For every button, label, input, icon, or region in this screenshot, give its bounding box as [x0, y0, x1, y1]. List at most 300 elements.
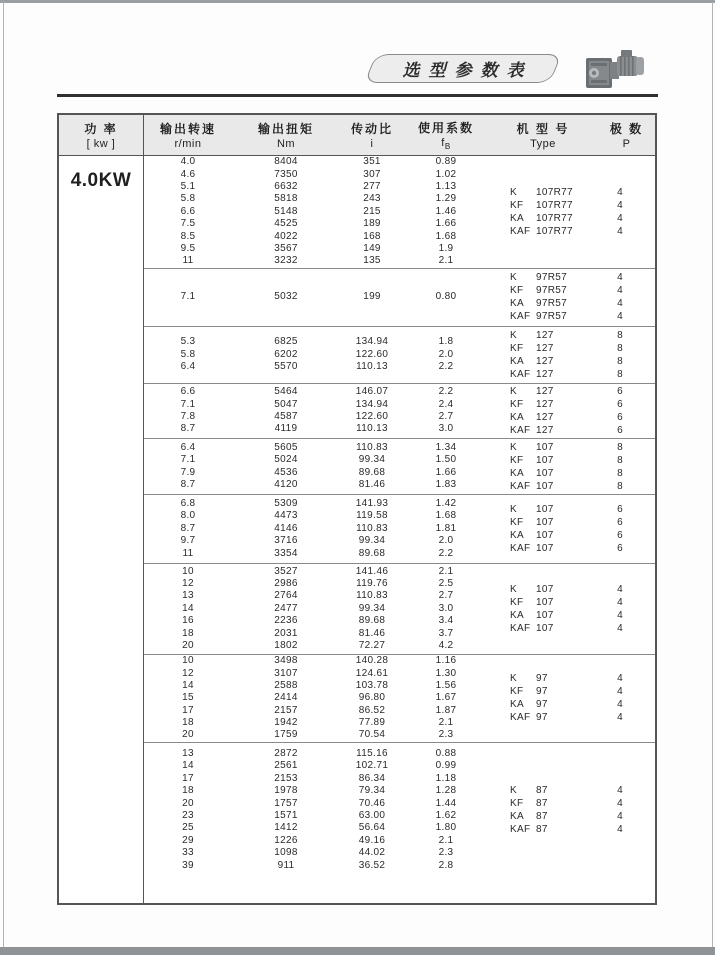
- ratio-value: 351: [363, 156, 381, 168]
- ratio-value: 72.27: [358, 639, 386, 651]
- speed-value: 8.0: [180, 510, 196, 522]
- type-row: [510, 467, 645, 480]
- factor-value: 1.30: [435, 667, 457, 679]
- factor-value: 1.9: [438, 242, 454, 254]
- factor-value: 2.2: [438, 361, 454, 373]
- type-list: [510, 583, 645, 635]
- ratio-value: 124.61: [355, 667, 389, 679]
- data-row: [144, 847, 655, 859]
- ratio-value: 243: [363, 193, 381, 205]
- column-header-output-speed: 输出转速 r/min: [159, 122, 216, 150]
- speed-value: 7.1: [180, 398, 196, 410]
- header-rule: [57, 94, 658, 97]
- type-name: KF 107R77: [510, 199, 573, 211]
- ratio-value: 110.83: [356, 590, 388, 602]
- selection-parameter-table: [57, 113, 657, 905]
- speed-value: 6.4: [180, 361, 196, 373]
- speed-value: 8.7: [180, 522, 196, 534]
- type-row: [510, 368, 645, 381]
- torque-value: 4525: [274, 218, 298, 230]
- type-row: [510, 355, 645, 368]
- factor-value: 2.1: [438, 565, 454, 577]
- poles-value: 8: [617, 454, 623, 466]
- factor-value: 0.80: [435, 291, 457, 303]
- poles-value: 4: [617, 212, 623, 224]
- factor-value: 1.42: [435, 498, 457, 510]
- row-group-values: [144, 498, 655, 560]
- factor-value: 1.8: [438, 336, 454, 348]
- type-name: KA 127: [510, 412, 554, 423]
- speed-value: 6.8: [180, 498, 196, 510]
- poles-value: 8: [617, 368, 623, 380]
- speed-value: 17: [182, 772, 194, 784]
- torque-value: 5148: [274, 205, 298, 217]
- speed-value: 7.8: [180, 411, 196, 422]
- torque-value: 5818: [274, 193, 298, 205]
- column-header-type: 机 型 号 Type: [516, 122, 570, 150]
- torque-value: 6632: [274, 181, 298, 193]
- factor-value: 2.4: [438, 398, 454, 410]
- type-list: [510, 385, 645, 437]
- data-row: [144, 748, 655, 760]
- ratio-value: 140.28: [355, 655, 389, 667]
- row-group: [144, 494, 655, 563]
- factor-value: 1.66: [435, 218, 457, 230]
- row-group-values: [144, 329, 655, 380]
- speed-value: 7.9: [180, 466, 196, 478]
- ratio-value: 134.94: [355, 398, 389, 410]
- factor-value: 1.80: [435, 822, 457, 834]
- torque-value: 2588: [274, 679, 298, 691]
- factor-value: 1.34: [435, 441, 457, 453]
- type-row: [510, 212, 645, 225]
- torque-value: 2157: [274, 704, 298, 716]
- poles-value: 4: [617, 673, 623, 685]
- type-row: [510, 385, 645, 398]
- power-cell: 4.0KW: [59, 156, 144, 903]
- type-list: [510, 503, 645, 555]
- type-name: KF 107: [510, 596, 554, 608]
- type-row: [510, 284, 645, 297]
- torque-value: 7350: [274, 168, 298, 180]
- type-row: [510, 583, 645, 596]
- column-header-service-factor: 使用系数 $f_B$: [417, 120, 474, 152]
- ratio-value: 134.94: [355, 336, 389, 348]
- torque-value: 5309: [274, 498, 298, 510]
- speed-value: 25: [182, 822, 194, 834]
- torque-value: 3107: [274, 667, 298, 679]
- type-row: [510, 186, 645, 199]
- poles-value: 4: [617, 810, 623, 822]
- type-name: KAF 97R57: [510, 311, 567, 323]
- factor-value: 2.2: [438, 547, 454, 559]
- type-row: [510, 271, 645, 284]
- type-name: KA 107: [510, 529, 554, 541]
- type-name: K 107: [510, 441, 554, 453]
- type-name: KF 97: [510, 686, 548, 698]
- type-name: K 97R57: [510, 272, 567, 284]
- type-name: K 127: [510, 386, 554, 397]
- ratio-value: 103.78: [355, 679, 389, 691]
- type-row: [510, 503, 645, 516]
- row-group: [144, 383, 655, 438]
- torque-value: 5047: [274, 398, 298, 410]
- page-bottom-edge: [0, 947, 715, 955]
- ratio-value: 89.68: [358, 466, 386, 478]
- ratio-value: 141.46: [355, 565, 389, 577]
- type-row: [510, 797, 645, 810]
- type-row: [510, 784, 645, 797]
- torque-value: 4120: [274, 478, 298, 490]
- page-title-ribbon: [364, 54, 562, 83]
- table-body: [59, 156, 655, 903]
- row-group-values: [144, 442, 655, 492]
- factor-value: 4.2: [438, 639, 454, 651]
- row-group: [144, 563, 655, 654]
- torque-value: 5032: [274, 291, 298, 303]
- poles-value: 6: [617, 529, 623, 541]
- column-header-output-torque: 输出扭矩 Nm: [257, 122, 314, 150]
- poles-value: 4: [617, 784, 623, 796]
- speed-value: 10: [182, 565, 194, 577]
- row-group-values: [144, 156, 655, 268]
- column-header-ratio: 传动比 i: [350, 122, 393, 150]
- type-name: KAF 127: [510, 368, 554, 380]
- data-row: [144, 655, 655, 667]
- factor-value: 1.83: [435, 478, 457, 490]
- poles-value: 6: [617, 386, 623, 397]
- speed-value: 9.5: [180, 242, 196, 254]
- type-name: KF 87: [510, 797, 548, 809]
- speed-value: 7.5: [180, 218, 196, 230]
- speed-value: 7.1: [180, 454, 196, 466]
- speed-value: 20: [182, 797, 194, 809]
- speed-value: 39: [182, 859, 194, 871]
- poles-value: 8: [617, 355, 623, 367]
- type-list: [510, 672, 645, 724]
- poles-value: 4: [617, 797, 623, 809]
- factor-value: 1.02: [435, 168, 457, 180]
- ratio-value: 81.46: [358, 627, 386, 639]
- type-row: [510, 480, 645, 493]
- factor-value: 2.1: [438, 255, 454, 267]
- factor-value: 2.3: [438, 847, 454, 859]
- row-group-values: [144, 386, 655, 436]
- factor-value: 2.8: [438, 859, 454, 871]
- ratio-value: 79.34: [358, 785, 386, 797]
- type-name: KA 97: [510, 699, 548, 711]
- factor-value: 1.18: [435, 772, 457, 784]
- type-name: K 107: [510, 503, 554, 515]
- factor-value: 1.67: [435, 692, 457, 704]
- ratio-value: 96.80: [358, 692, 386, 704]
- factor-value: 2.5: [438, 578, 454, 590]
- type-row: [510, 310, 645, 323]
- factor-value: 1.44: [435, 797, 457, 809]
- speed-value: 4.6: [180, 168, 196, 180]
- torque-value: 3354: [274, 547, 298, 559]
- poles-value: 4: [617, 583, 623, 595]
- factor-value: 1.29: [435, 193, 457, 205]
- type-name: KAF 127: [510, 425, 554, 436]
- data-row: [144, 640, 655, 652]
- speed-value: 12: [182, 667, 194, 679]
- torque-value: 1571: [274, 809, 298, 821]
- factor-value: 1.66: [435, 466, 457, 478]
- torque-value: 1226: [274, 834, 298, 846]
- poles-value: 6: [617, 542, 623, 554]
- poles-value: 8: [617, 441, 623, 453]
- ratio-value: 56.64: [358, 822, 386, 834]
- torque-value: 4473: [274, 510, 298, 522]
- type-list: [510, 186, 645, 238]
- data-row: [144, 169, 655, 181]
- poles-value: 8: [617, 342, 623, 354]
- torque-value: 2872: [274, 748, 298, 759]
- ratio-value: 119.58: [356, 510, 388, 522]
- factor-value: 2.1: [438, 717, 454, 729]
- speed-value: 4.0: [180, 156, 196, 168]
- speed-value: 13: [182, 748, 194, 759]
- torque-value: 2031: [274, 627, 298, 639]
- torque-value: 5024: [274, 454, 298, 466]
- torque-value: 4146: [274, 522, 298, 534]
- poles-value: 6: [617, 503, 623, 515]
- speed-value: 6.6: [180, 205, 196, 217]
- factor-value: 3.4: [438, 615, 454, 627]
- ratio-value: 86.34: [358, 772, 386, 784]
- torque-value: 3527: [274, 565, 298, 577]
- type-row: [510, 424, 645, 437]
- data-row: [144, 860, 655, 872]
- speed-value: 6.4: [180, 441, 196, 453]
- factor-value: 1.68: [435, 510, 457, 522]
- poles-value: 6: [617, 425, 623, 436]
- speed-value: 8.7: [180, 423, 196, 435]
- torque-value: 4022: [274, 230, 298, 242]
- factor-value: 1.81: [435, 522, 457, 534]
- ratio-value: 49.16: [358, 834, 386, 846]
- ratio-value: 89.68: [358, 547, 386, 559]
- type-row: [510, 529, 645, 542]
- ratio-value: 122.60: [355, 411, 389, 422]
- factor-value: 1.62: [435, 809, 457, 821]
- data-row: [144, 566, 655, 578]
- factor-value: 1.28: [435, 785, 457, 797]
- factor-value: 2.0: [438, 535, 454, 547]
- type-name: K 107: [510, 583, 554, 595]
- ratio-value: 110.83: [356, 441, 388, 453]
- type-row: [510, 342, 645, 355]
- speed-value: 12: [182, 578, 194, 590]
- row-group: [144, 268, 655, 326]
- torque-value: 8404: [274, 156, 298, 168]
- type-row: [510, 225, 645, 238]
- factor-value: 1.50: [435, 454, 457, 466]
- torque-value: 3716: [274, 535, 298, 547]
- type-row: [510, 698, 645, 711]
- type-row: [510, 542, 645, 555]
- torque-value: 1802: [274, 639, 298, 651]
- poles-value: 8: [617, 480, 623, 492]
- speed-value: 5.8: [180, 348, 196, 360]
- factor-value: 0.89: [435, 156, 457, 168]
- factor-value: 2.7: [438, 590, 454, 602]
- type-name: KA 107: [510, 467, 554, 479]
- column-header-power: 功 率 [ kw ]: [59, 115, 144, 155]
- torque-value: 5464: [274, 386, 298, 398]
- type-row: [510, 672, 645, 685]
- row-group: [144, 742, 655, 903]
- torque-value: 2561: [274, 760, 298, 772]
- type-name: KA 127: [510, 355, 554, 367]
- row-group-values: [144, 566, 655, 653]
- page-title: 选型参数表: [402, 61, 533, 80]
- torque-value: 3567: [274, 242, 298, 254]
- speed-value: 18: [182, 785, 194, 797]
- poles-value: 4: [617, 686, 623, 698]
- speed-value: 16: [182, 615, 194, 627]
- ratio-value: 110.13: [356, 361, 388, 373]
- ratio-value: 149: [363, 242, 381, 254]
- torque-value: 3498: [274, 655, 298, 667]
- type-row: [510, 810, 645, 823]
- torque-value: 5570: [274, 361, 298, 373]
- type-row: [510, 596, 645, 609]
- ratio-value: 146.07: [355, 386, 389, 398]
- speed-value: 14: [182, 679, 194, 691]
- ratio-value: 115.16: [356, 748, 388, 759]
- speed-value: 7.1: [180, 291, 196, 303]
- type-name: K 107R77: [510, 186, 573, 198]
- type-name: KF 127: [510, 399, 554, 410]
- type-row: [510, 516, 645, 529]
- type-row: [510, 411, 645, 424]
- poles-value: 4: [617, 609, 623, 621]
- factor-value: 1.16: [435, 655, 457, 667]
- ratio-value: 77.89: [358, 717, 386, 729]
- ratio-value: 110.83: [356, 522, 388, 534]
- factor-value: 3.0: [438, 423, 454, 435]
- torque-value: 2153: [274, 772, 298, 784]
- type-name: KAF 107R77: [510, 225, 573, 237]
- speed-value: 8.7: [180, 478, 196, 490]
- page-left-border: [3, 2, 4, 948]
- speed-value: 11: [182, 255, 194, 267]
- factor-value: 2.0: [438, 348, 454, 360]
- type-row: [510, 609, 645, 622]
- ratio-value: 277: [363, 181, 381, 193]
- type-name: K 97: [510, 673, 548, 685]
- poles-value: 6: [617, 516, 623, 528]
- torque-value: 6202: [274, 348, 298, 360]
- torque-value: 1757: [274, 797, 298, 809]
- torque-value: 5605: [274, 441, 298, 453]
- ratio-value: 81.46: [358, 478, 386, 490]
- ratio-value: 199: [363, 291, 381, 303]
- data-row: [144, 760, 655, 772]
- factor-value: 0.99: [435, 760, 457, 772]
- poles-value: 4: [617, 285, 623, 297]
- type-list: [510, 441, 645, 493]
- poles-value: 4: [617, 186, 623, 198]
- ratio-value: 215: [363, 205, 381, 217]
- column-header-poles: 极 数 P: [609, 122, 644, 150]
- poles-value: 4: [617, 699, 623, 711]
- poles-value: 4: [617, 596, 623, 608]
- poles-value: 6: [617, 412, 623, 423]
- speed-value: 33: [182, 847, 194, 859]
- type-name: K 87: [510, 784, 548, 796]
- type-name: KF 127: [510, 342, 554, 354]
- type-name: KA 107: [510, 609, 554, 621]
- page-top-edge: [0, 0, 715, 3]
- speed-value: 14: [182, 602, 194, 614]
- type-row: [510, 441, 645, 454]
- torque-value: 1978: [274, 785, 298, 797]
- ratio-value: 63.00: [358, 809, 386, 821]
- speed-value: 18: [182, 717, 194, 729]
- ratio-value: 141.93: [355, 498, 389, 510]
- speed-value: 5.3: [180, 336, 196, 348]
- row-group: [144, 654, 655, 742]
- ratio-value: 86.52: [358, 704, 386, 716]
- type-row: [510, 711, 645, 724]
- speed-value: 20: [182, 639, 194, 651]
- data-row: [144, 729, 655, 741]
- speed-value: 6.6: [180, 386, 196, 398]
- speed-value: 23: [182, 809, 194, 821]
- type-name: KAF 87: [510, 823, 548, 835]
- type-name: KA 87: [510, 810, 548, 822]
- poles-value: 4: [617, 311, 623, 323]
- poles-value: 4: [617, 199, 623, 211]
- ratio-value: 99.34: [358, 454, 386, 466]
- ratio-value: 89.68: [358, 615, 386, 627]
- type-row: [510, 454, 645, 467]
- factor-value: 3.7: [438, 627, 454, 639]
- torque-value: 2764: [274, 590, 298, 602]
- data-row: [144, 255, 655, 267]
- speed-value: 13: [182, 590, 194, 602]
- ratio-value: 44.02: [358, 847, 386, 859]
- type-row: [510, 823, 645, 836]
- type-row: [510, 329, 645, 342]
- ratio-value: 36.52: [358, 859, 386, 871]
- row-group-values: [144, 655, 655, 742]
- ratio-value: 135: [363, 255, 381, 267]
- type-name: K 127: [510, 329, 554, 341]
- row-group: [144, 156, 655, 268]
- type-row: [510, 398, 645, 411]
- torque-value: 6825: [274, 336, 298, 348]
- factor-value: 2.7: [438, 411, 454, 422]
- table-header: [59, 115, 655, 156]
- type-list: [510, 271, 645, 323]
- poles-value: 4: [617, 298, 623, 310]
- speed-value: 29: [182, 834, 194, 846]
- poles-value: 4: [617, 622, 623, 634]
- ratio-value: 122.60: [355, 348, 389, 360]
- factor-value: 2.3: [438, 729, 454, 741]
- speed-value: 5.8: [180, 193, 196, 205]
- type-row: [510, 297, 645, 310]
- torque-value: 911: [277, 859, 295, 871]
- speed-value: 10: [182, 655, 194, 667]
- row-group: [144, 326, 655, 383]
- ratio-value: 189: [363, 218, 381, 230]
- speed-value: 17: [182, 704, 194, 716]
